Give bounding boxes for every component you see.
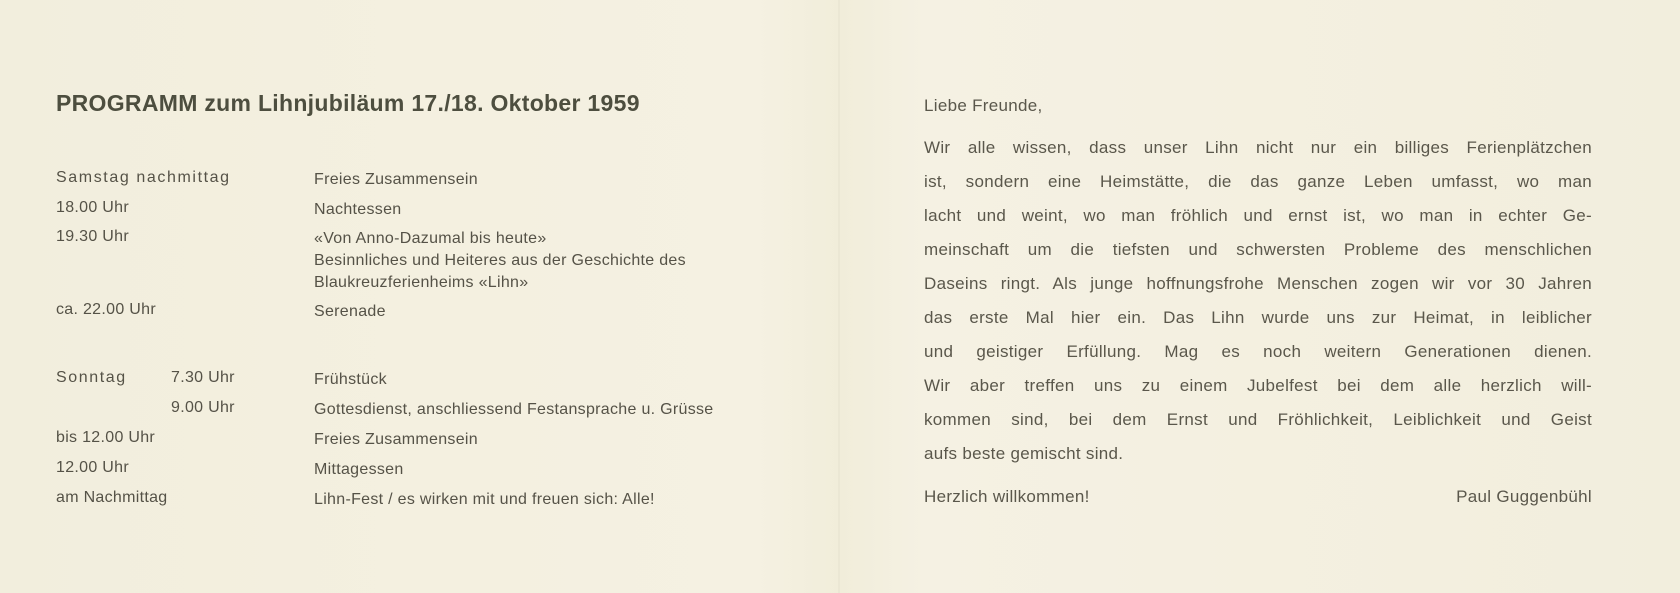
row-what-line: Freies Zusammensein xyxy=(314,171,478,188)
row-when: 19.30 Uhr xyxy=(56,228,129,245)
row-what-line: Besinnliches und Heiteres aus der Geschichte des xyxy=(314,252,686,269)
row-what-line: Frühstück xyxy=(314,371,387,388)
row-when xyxy=(56,169,231,187)
row-what-line: Lihn-Fest / es wirken mit und freuen sich: Alle! xyxy=(314,491,655,508)
letter-signature: Paul Guggenbühl xyxy=(1456,487,1592,506)
row-what xyxy=(314,169,478,191)
row-time: 7.30 Uhr xyxy=(171,369,235,386)
row-what-line: Mittagessen xyxy=(314,461,404,478)
letter-line: kommen sind, bei dem Ernst und Fröhlichkeit, Leiblichkeit und Geist xyxy=(924,410,1592,429)
letter-panel xyxy=(924,0,1592,593)
letter-line: ist, sondern eine Heimstätte, die das ganze Leben umfasst, wo man xyxy=(924,172,1592,191)
row-what xyxy=(314,199,402,221)
row-what-line: Blaukreuzferienheims «Lihn» xyxy=(314,274,529,291)
row-what xyxy=(314,228,686,294)
letter-greeting: Liebe Freunde, xyxy=(924,96,1043,115)
letter-line: Daseins ringt. Als junge hoffnungsfrohe Menschen zogen wir vor 30 Jahren xyxy=(924,274,1592,293)
row-what xyxy=(314,369,387,391)
row-when: 12.00 Uhr xyxy=(56,459,129,476)
row-what xyxy=(314,429,478,451)
row-what xyxy=(314,399,714,421)
program-panel xyxy=(56,0,796,593)
row-what xyxy=(314,301,386,323)
row-when: am Nachmittag xyxy=(56,489,168,506)
letter-body xyxy=(924,131,1592,471)
letter-closing: Herzlich willkommen! xyxy=(924,487,1090,506)
row-day: Sonntag xyxy=(56,369,127,386)
row-what xyxy=(314,489,655,511)
row-when-text: Samstag nachmittag xyxy=(56,169,231,186)
letter-line: Wir aber treffen uns zu einem Jubelfest bei dem alle herzlich will- xyxy=(924,376,1592,395)
letter-line: lacht und weint, wo man fröhlich und ernst ist, wo man in echter Ge- xyxy=(924,206,1592,225)
row-time: 9.00 Uhr xyxy=(171,399,235,416)
program-title: PROGRAMM zum Lihnjubiläum 17./18. Oktober 1959 xyxy=(56,90,640,116)
row-when: ca. 22.00 Uhr xyxy=(56,301,156,318)
letter-line: das erste Mal hier ein. Das Lihn wurde uns zur Heimat, in leiblicher xyxy=(924,308,1592,327)
row-what-line: Nachtessen xyxy=(314,201,402,218)
row-when xyxy=(56,369,235,387)
card-fold xyxy=(838,0,840,593)
row-what-line: Freies Zusammensein xyxy=(314,431,478,448)
row-when: bis 12.00 Uhr xyxy=(56,429,156,446)
letter-line: meinschaft um die tiefsten und schwersten Probleme des menschlichen xyxy=(924,240,1592,259)
row-what-line: Serenade xyxy=(314,303,386,320)
letter-line: aufs beste gemischt sind. xyxy=(924,444,1124,463)
row-what-line: «Von Anno-Dazumal bis heute» xyxy=(314,230,547,247)
row-what-line: Gottesdienst, anschliessend Festansprache u. Grüsse xyxy=(314,401,714,418)
row-when: 18.00 Uhr xyxy=(56,199,129,216)
row-what xyxy=(314,459,404,481)
letter-line: Wir alle wissen, dass unser Lihn nicht nur ein billiges Ferienplätzchen xyxy=(924,138,1592,157)
letter-line: und geistiger Erfüllung. Mag es noch weitern Generationen dienen. xyxy=(924,342,1592,361)
